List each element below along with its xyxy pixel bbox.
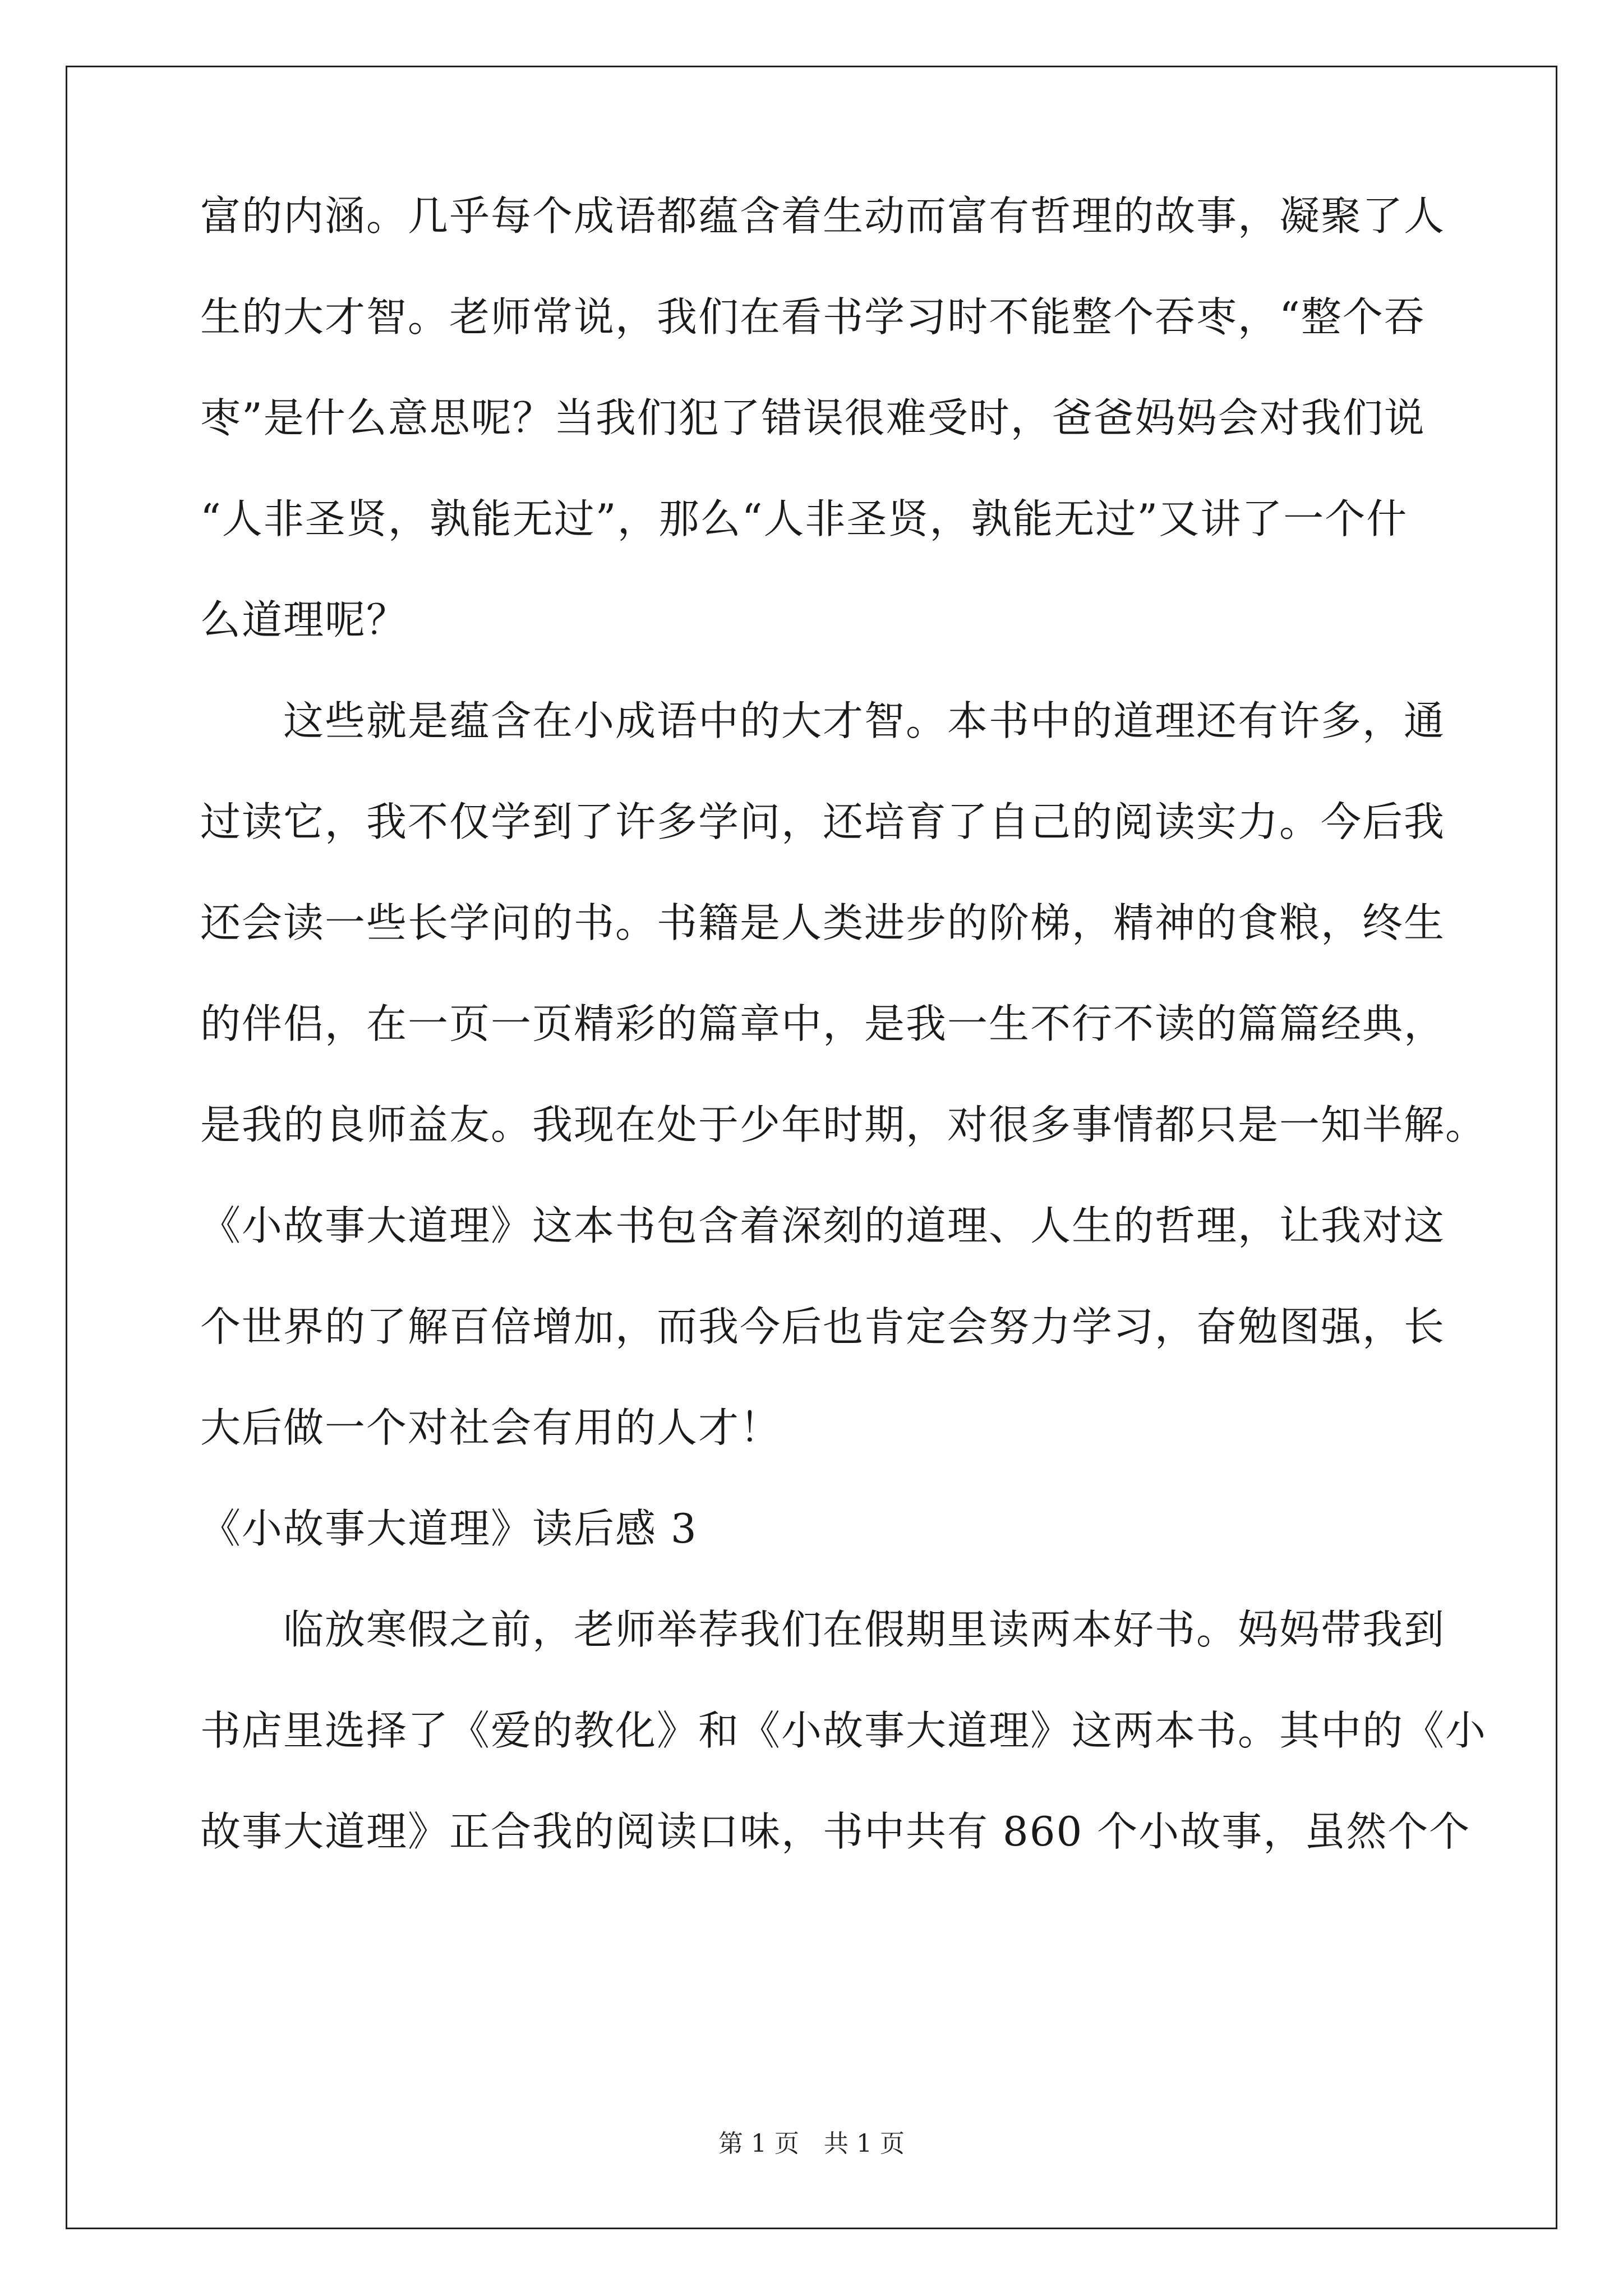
text-line: 书店里选择了《爱的教化》和《小故事大道理》这两本书。其中的《小 (200, 1707, 1487, 1754)
page-footer: 第 1 页 共 1 页 (718, 2129, 905, 2158)
text-line: 故事大道理》正合我的阅读口味，书中共有 860 个小故事，虽然个个 (200, 1808, 1471, 1855)
text-line: 的伴侣，在一页一页精彩的篇章中，是我一生不行不读的篇篇经典， (200, 1000, 1446, 1047)
text-line: 大后做一个对社会有用的人才！ (200, 1404, 782, 1451)
text-line: 生的大才智。老师常说，我们在看书学习时不能整个吞枣，“整个吞 (200, 293, 1426, 341)
text-line: 个世界的了解百倍增加，而我今后也肯定会努力学习，奋勉图强，长 (200, 1303, 1446, 1350)
text-line: “人非圣贤，孰能无过”，那么“人非圣贤，孰能无过”又讲了一个什 (200, 495, 1408, 542)
text-line: 枣”是什么意思呢？当我们犯了错误很难受时，爸爸妈妈会对我们说 (200, 394, 1426, 441)
paragraph-start-line: 这些就是蕴含在小成语中的大才智。本书中的道理还有许多，通 (200, 697, 1446, 744)
text-line: 是我的良师益友。我现在处于少年时期，对很多事情都只是一知半解。 (200, 1101, 1487, 1148)
text-line: 富的内涵。几乎每个成语都蕴含着生动而富有哲理的故事，凝聚了人 (200, 192, 1446, 240)
text-line: 过读它，我不仅学到了许多学问，还培育了自己的阅读实力。今后我 (200, 798, 1446, 845)
paragraph-start-line: 临放寒假之前，老师举荐我们在假期里读两本好书。妈妈带我到 (200, 1606, 1446, 1653)
text-line: 还会读一些长学问的书。书籍是人类进步的阶梯，精神的食粮，终生 (200, 899, 1446, 946)
section-heading: 《小故事大道理》读后感 3 (200, 1505, 698, 1552)
text-line: 么道理呢？ (200, 596, 408, 643)
text-line: 《小故事大道理》这本书包含着深刻的道理、人生的哲理，让我对这 (200, 1202, 1446, 1249)
